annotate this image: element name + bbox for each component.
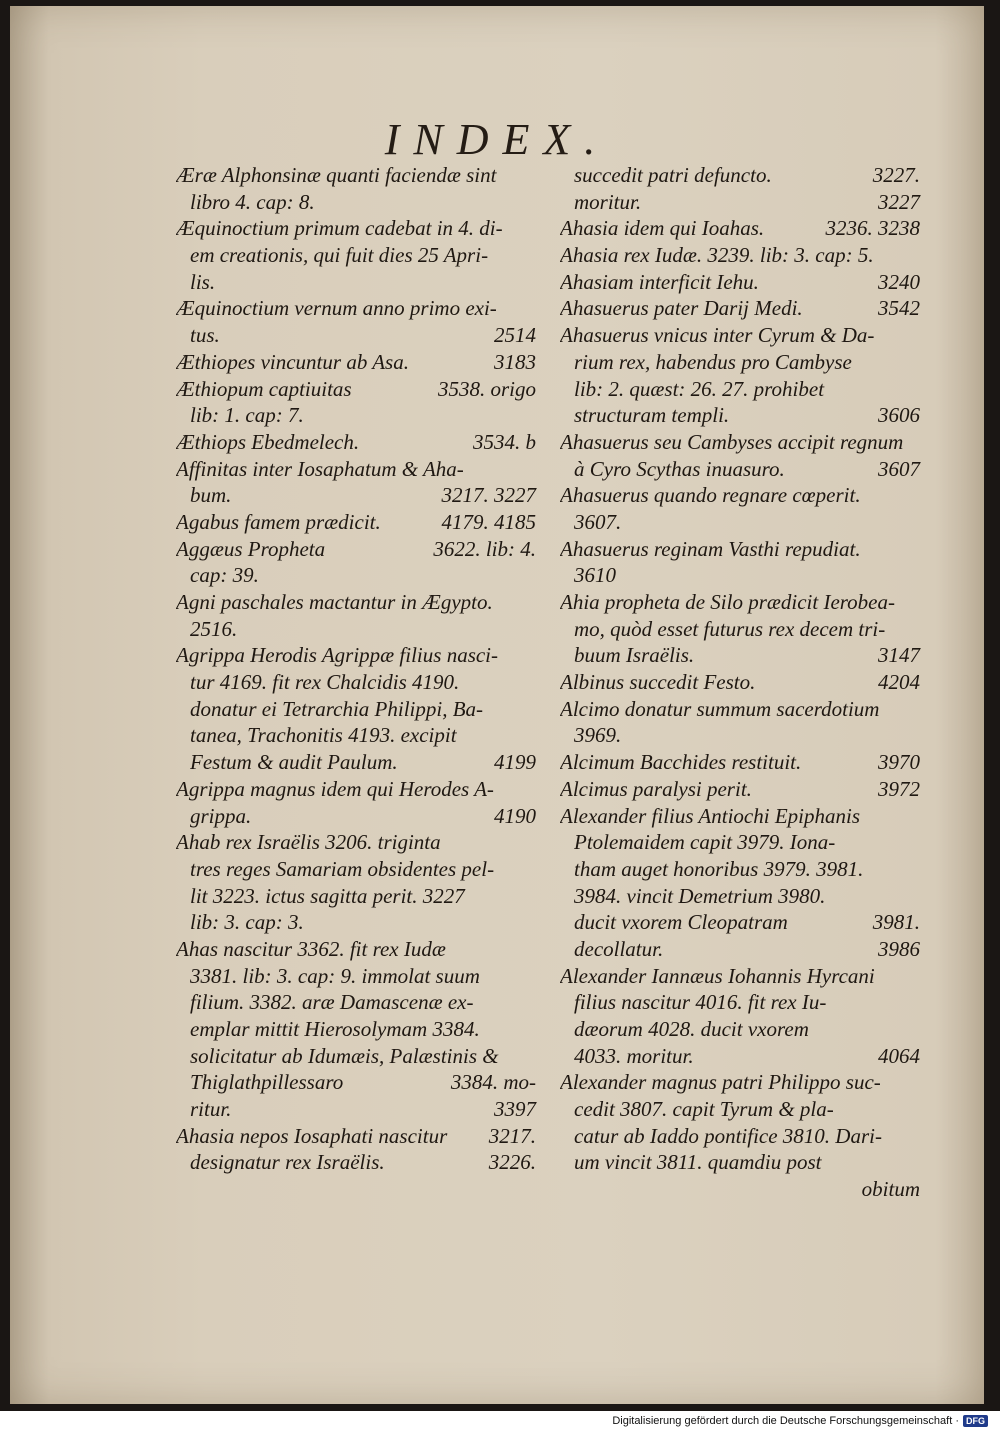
entry-text: Ahasuerus pater Darij Medi. [560, 296, 803, 321]
index-entry-line [176, 1096, 536, 1123]
index-entry-line [560, 696, 920, 723]
index-entry-line [176, 936, 536, 963]
entry-text: Aggæus Propheta [176, 536, 326, 561]
index-entry-line [560, 562, 920, 589]
entry-number: 2514 [494, 323, 536, 348]
entry-text: ritur. [190, 1097, 232, 1122]
index-entry-line [176, 803, 536, 830]
index-entry-line [176, 1149, 536, 1176]
index-entry-line [560, 402, 920, 429]
index-entry-line [176, 376, 536, 403]
entry-number: 3981. [872, 910, 920, 935]
entry-text: Alcimus paralysi perit. [560, 776, 752, 801]
index-entry-line [176, 242, 536, 269]
index-entry-line [176, 642, 536, 669]
entry-text: Ahasuerus reginam Vasthi repudiat. [560, 536, 861, 561]
entry-text: Alcimum Bacchides restituit. [560, 750, 802, 775]
entry-number: 4064 [878, 1043, 920, 1068]
right-column [560, 162, 920, 1203]
index-entry-line [560, 963, 920, 990]
index-entry-line [176, 1016, 536, 1043]
index-entry-line [176, 215, 536, 242]
entry-text: Agrippa magnus idem qui Herodes A- [176, 776, 494, 801]
index-entry-line [176, 829, 536, 856]
index-entry-line [176, 1043, 536, 1070]
left-column [176, 162, 536, 1176]
index-entry-line [176, 162, 536, 189]
entry-text: filium. 3382. aræ Damascenæ ex- [190, 990, 474, 1015]
index-entry-line [560, 162, 920, 189]
entry-text: Agni paschales mactantur in Ægypto. [176, 590, 493, 614]
index-entry-line [176, 562, 536, 589]
entry-text: Ahas nascitur 3362. fit rex Iudæ [176, 936, 446, 961]
entry-number: 3538. origo [437, 376, 536, 401]
index-entry-line [560, 1149, 920, 1176]
index-entry-line [176, 509, 536, 536]
entry-text: filius nascitur 4016. fit rex Iu- [574, 990, 827, 1015]
index-entry-line [560, 215, 920, 242]
index-entry-line [176, 322, 536, 349]
entry-text: Ahasuerus vnicus inter Cyrum & Da- [560, 323, 875, 348]
entry-text: Agrippa Herodis Agrippæ filius nasci- [176, 643, 499, 668]
index-entry-line [176, 589, 536, 616]
entry-text: tanea, Trachonitis 4193. excipit [190, 723, 457, 748]
entry-text: em creationis, qui fuit dies 25 Apri- [190, 243, 489, 268]
index-entry-line [176, 269, 536, 296]
index-entry-line [560, 295, 920, 322]
entry-text: Æræ Alphonsinæ quanti faciendæ sint [176, 163, 497, 187]
entry-number: 3217. [488, 1123, 536, 1148]
entry-text: tres reges Samariam obsidentes pel- [190, 856, 495, 881]
index-entry-line [176, 295, 536, 322]
index-entry-line [560, 989, 920, 1016]
index-entry-line [560, 536, 920, 563]
index-entry-line [560, 456, 920, 483]
entry-text: Æquinoctium primum cadebat in 4. di- [176, 216, 503, 241]
entry-number: 3240 [878, 269, 920, 294]
index-entry-line [560, 429, 920, 456]
footer-bar [0, 1411, 1000, 1431]
index-entry-line [560, 776, 920, 803]
entry-text: Æthiopum captiuitas [176, 376, 352, 401]
entry-number: 3607 [878, 456, 920, 481]
entry-number: obitum [861, 1177, 920, 1202]
entry-text: cap: 39. [190, 563, 259, 588]
entry-text: lib: 1. cap: 7. [190, 403, 304, 428]
entry-text: Festum & audit Paulum. [190, 750, 398, 775]
entry-text: Ptolemaidem capit 3979. Iona- [574, 830, 836, 855]
entry-text: decollatur. [574, 936, 664, 961]
index-entry-line [560, 509, 920, 536]
entry-number: 3217. 3227 [441, 483, 536, 508]
entry-text [574, 1176, 856, 1203]
entry-number: 3147 [878, 643, 920, 668]
entry-text: Agabus famem prædicit. [176, 509, 381, 534]
index-entry-line [176, 989, 536, 1016]
entry-number: 3986 [878, 936, 920, 961]
index-entry-line [560, 1096, 920, 1123]
entry-number: 3236. 3238 [825, 216, 920, 241]
index-entry-line [560, 482, 920, 509]
index-entry-line [560, 376, 920, 403]
entry-number: 4190 [494, 803, 536, 828]
entry-text: tus. [190, 323, 220, 348]
entry-number: 3183 [494, 349, 536, 374]
entry-number: 3227. [872, 163, 920, 187]
index-entry-line [176, 429, 536, 456]
index-entry-line [560, 269, 920, 296]
entry-text: Alcimo donatur summum sacerdotium [560, 696, 880, 721]
entry-text: Alexander Iannæus Iohannis Hyrcani [560, 963, 875, 988]
entry-text: cedit 3807. capit Tyrum & pla- [574, 1097, 834, 1122]
entry-text: Æthiops Ebedmelech. [176, 429, 360, 454]
index-entry-line [560, 909, 920, 936]
entry-text: lib: 2. quæst: 26. 27. prohibet [574, 376, 825, 401]
index-entry-line [560, 803, 920, 830]
index-entry-line [176, 1069, 536, 1096]
index-entry-line [560, 883, 920, 910]
entry-number: 4179. 4185 [441, 509, 536, 534]
entry-text: Ahia propheta de Silo prædicit Ierobea- [560, 590, 895, 614]
entry-number: 3970 [878, 750, 920, 775]
index-entry-line [176, 909, 536, 936]
index-entry-line [560, 936, 920, 963]
index-entry-line [560, 722, 920, 749]
entry-number: 3226. [488, 1150, 536, 1175]
footer-text: Digitalisierung gefördert durch die Deutsche Forschungsgemeinschaft · [612, 1415, 959, 1427]
index-entry-line [176, 856, 536, 883]
entry-text: grippa. [190, 803, 252, 828]
index-entry-line [176, 482, 536, 509]
index-entry-line [560, 322, 920, 349]
entry-text: 3607. [574, 509, 622, 534]
index-entry-line [176, 963, 536, 990]
index-entry-line [560, 642, 920, 669]
index-entry-line [560, 589, 920, 616]
entry-text: moritur. [574, 189, 642, 214]
entry-text: tham auget honoribus 3979. 3981. [574, 856, 864, 881]
index-entry-line [176, 536, 536, 563]
index-entry-line [560, 856, 920, 883]
entry-text: structuram templi. [574, 403, 730, 428]
index-entry-line [560, 616, 920, 643]
entry-text: buum Israëlis. [574, 643, 695, 668]
index-entry-line [560, 349, 920, 376]
index-entry-line [176, 669, 536, 696]
index-entry-line [176, 776, 536, 803]
entry-number: 3606 [878, 403, 920, 428]
index-entry-line [560, 1176, 920, 1203]
entry-text: 3969. [574, 723, 622, 748]
entry-text: succedit patri defuncto. [574, 163, 772, 187]
entry-text: rium rex, habendus pro Cambyse [574, 349, 852, 374]
entry-text: 3984. vincit Demetrium 3980. [574, 883, 826, 908]
entry-text: libro 4. cap: 8. [190, 189, 315, 214]
index-entry-line [176, 456, 536, 483]
entry-text: dæorum 4028. ducit vxorem [574, 1017, 809, 1041]
entry-text: tur 4169. fit rex Chalcidis 4190. [190, 670, 460, 695]
index-entry-line [176, 402, 536, 429]
index-entry-line [560, 669, 920, 696]
index-entry-line [560, 1043, 920, 1070]
entry-text: mo, quòd esset futurus rex decem tri- [574, 616, 886, 641]
entry-number: 3622. lib: 4. [433, 536, 536, 561]
index-entry-line [560, 829, 920, 856]
index-entry-line [176, 696, 536, 723]
index-entry-line [176, 722, 536, 749]
index-entry-line [176, 749, 536, 776]
index-entry-line [176, 349, 536, 376]
entry-number: 4204 [878, 670, 920, 695]
entry-text: solicitatur ab Idumæis, Palæstinis & [190, 1043, 499, 1068]
entry-text: Thiglathpillessaro [190, 1070, 344, 1095]
entry-text: 3381. lib: 3. cap: 9. immolat suum [190, 963, 480, 988]
index-entry-line [560, 1069, 920, 1096]
index-entry-line [560, 1123, 920, 1150]
index-entry-line [560, 1016, 920, 1043]
page-title: INDEX. [384, 115, 610, 164]
entry-text: designatur rex Israëlis. [190, 1150, 385, 1175]
entry-number: 3542 [878, 296, 920, 321]
entry-text: Alexander filius Antiochi Epiphanis [560, 803, 860, 828]
entry-text: Æquinoctium vernum anno primo exi- [176, 296, 497, 321]
entry-text: 3610 [574, 563, 616, 588]
entry-text: 4033. moritur. [574, 1043, 694, 1068]
entry-text: emplar mittit Hierosolymam 3384. [190, 1017, 480, 1041]
index-entry-line [560, 242, 920, 269]
entry-text: donatur ei Tetrarchia Philippi, Ba- [190, 696, 484, 721]
dfg-logo-icon: DFG [963, 1415, 988, 1427]
entry-number: 3227 [878, 189, 920, 214]
entry-number: 3534. b [473, 429, 536, 454]
entry-text: Ahasia nepos Iosaphati nascitur [176, 1123, 448, 1148]
entry-text: ducit vxorem Cleopatram [574, 910, 788, 935]
entry-number: 3397 [494, 1097, 536, 1122]
index-entry-line [176, 883, 536, 910]
entry-text: Ahasuerus seu Cambyses accipit regnum [560, 429, 904, 454]
entry-text: bum. [190, 483, 232, 508]
entry-text: Albinus succedit Festo. [560, 670, 756, 695]
index-entry-line [176, 189, 536, 216]
entry-text: catur ab Iaddo pontifice 3810. Dari- [574, 1123, 882, 1148]
entry-number: 3972 [878, 776, 920, 801]
entry-text: Æthiopes vincuntur ab Asa. [176, 349, 409, 374]
entry-number: 3384. mo- [450, 1070, 536, 1095]
entry-text: Ahasuerus quando regnare cœperit. [560, 483, 861, 508]
entry-text: Ahab rex Israëlis 3206. triginta [176, 830, 441, 855]
entry-text: um vincit 3811. quamdiu post [574, 1150, 822, 1175]
index-entry-line [176, 616, 536, 643]
entry-number: 4199 [494, 750, 536, 775]
index-entry-line [560, 749, 920, 776]
entry-text: Ahasiam interficit Iehu. [560, 269, 759, 294]
entry-text: Ahasia idem qui Ioahas. [560, 216, 765, 241]
index-entry-line [176, 1123, 536, 1150]
entry-text: Affinitas inter Iosaphatum & Aha- [176, 456, 464, 481]
entry-text: Alexander magnus patri Philippo suc- [560, 1070, 881, 1095]
entry-text: lis. [190, 269, 216, 294]
entry-text: lit 3223. ictus sagitta perit. 3227 [190, 883, 465, 908]
entry-text: lib: 3. cap: 3. [190, 910, 304, 935]
index-entry-line [560, 189, 920, 216]
entry-text: à Cyro Scythas inuasuro. [574, 456, 785, 481]
entry-text: 2516. [190, 616, 238, 641]
entry-text: Ahasia rex Iudæ. 3239. lib: 3. cap: 5. [560, 243, 874, 268]
